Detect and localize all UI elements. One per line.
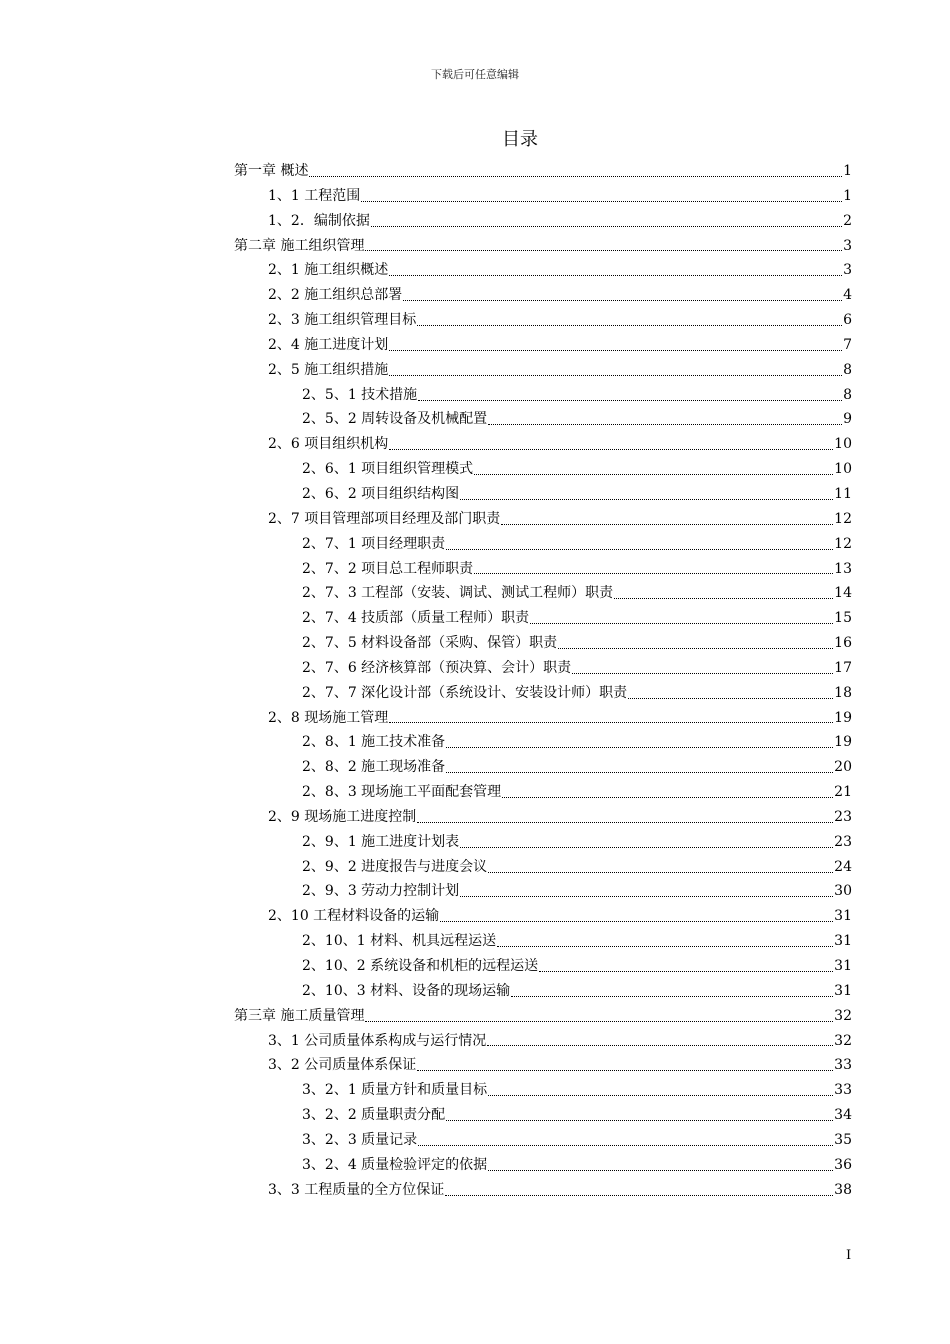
toc-entry-label: 3、1 公司质量体系构成与运行情况 — [268, 1032, 487, 1049]
toc-entry-page: 9 — [843, 411, 852, 428]
toc-entry[interactable] — [234, 1004, 852, 1029]
toc-entry-label: 3、2 公司质量体系保证 — [268, 1057, 417, 1074]
toc-entry-page: 10 — [834, 436, 852, 453]
dot-leader — [572, 665, 833, 674]
dot-leader — [474, 565, 833, 574]
toc-entry-label: 2、9、2 进度报告与进度会议 — [302, 858, 488, 875]
dot-leader — [539, 963, 833, 972]
toc-entry-page: 8 — [843, 386, 852, 403]
toc-entry-label: 2、7、3 工程部（安装、调试、测试工程师）职责 — [302, 585, 614, 602]
toc-entry[interactable] — [234, 656, 852, 681]
toc-entry-label: 2、8 现场施工管理 — [268, 709, 389, 726]
toc-entry-page: 7 — [843, 336, 852, 353]
toc-entry-page: 32 — [834, 1007, 852, 1024]
dot-leader — [614, 590, 833, 599]
dot-leader — [460, 888, 833, 897]
dot-leader — [446, 739, 833, 748]
toc-entry-label: 3、2、2 质量职责分配 — [302, 1107, 446, 1124]
toc-entry-page: 10 — [834, 461, 852, 478]
toc-entry-page: 1 — [843, 163, 852, 179]
toc-entry[interactable] — [234, 532, 852, 557]
toc-entry[interactable] — [234, 780, 852, 805]
toc-entry[interactable] — [234, 308, 852, 333]
toc-entry-page: 6 — [843, 312, 852, 329]
toc-title: 目录 — [502, 129, 538, 150]
dot-leader — [511, 988, 833, 997]
dot-leader — [488, 416, 842, 425]
dot-leader — [365, 1013, 833, 1022]
toc-entry-label: 2、6、1 项目组织管理模式 — [302, 461, 474, 478]
toc-entry-label: 2、9、1 施工进度计划表 — [302, 833, 460, 850]
dot-leader — [488, 1087, 833, 1096]
toc-entry-label: 2、9、3 劳动力控制计划 — [302, 883, 460, 900]
toc-entry-label: 2、8、2 施工现场准备 — [302, 759, 446, 776]
toc-entry-page: 17 — [834, 659, 852, 676]
dot-leader — [440, 913, 833, 922]
toc-entry-page: 1 — [843, 187, 852, 204]
toc-entry-page: 12 — [834, 535, 852, 552]
toc-entry-label: 2、10、3 材料、设备的现场运输 — [302, 982, 511, 999]
toc-entry[interactable] — [234, 482, 852, 507]
table-of-contents — [234, 159, 852, 1202]
toc-entry-label: 3、3 工程质量的全方位保证 — [268, 1181, 445, 1198]
toc-entry-label: 1、1 工程范围 — [268, 187, 361, 204]
toc-entry-page: 21 — [834, 784, 852, 801]
toc-entry-page: 24 — [834, 858, 852, 875]
toc-entry-label: 2、7、4 技质部（质量工程师）职责 — [302, 610, 530, 627]
toc-entry-label: 2、7、5 材料设备部（采购、保管）职责 — [302, 635, 558, 652]
toc-entry-label: 2、5、1 技术措施 — [302, 386, 418, 403]
dot-leader — [488, 864, 833, 873]
toc-entry[interactable] — [234, 184, 852, 209]
toc-entry-label: 第一章 概述 — [234, 163, 309, 179]
dot-leader — [417, 814, 833, 823]
dot-leader — [487, 1037, 833, 1046]
dot-leader — [418, 392, 842, 401]
toc-entry-page: 3 — [843, 262, 852, 279]
toc-entry[interactable] — [234, 954, 852, 979]
toc-entry-label: 3、2、4 质量检验评定的依据 — [302, 1156, 488, 1173]
toc-entry[interactable] — [234, 1128, 852, 1153]
toc-entry[interactable] — [234, 457, 852, 482]
toc-entry-page: 33 — [834, 1057, 852, 1074]
page-header: 下载后可任意编辑 — [431, 68, 519, 81]
toc-entry-label: 2、7、1 项目经理职责 — [302, 535, 446, 552]
dot-leader — [418, 1137, 833, 1146]
dot-leader — [361, 193, 842, 202]
toc-entry[interactable] — [234, 358, 852, 383]
toc-entry[interactable] — [234, 1153, 852, 1178]
toc-entry[interactable] — [234, 209, 852, 234]
toc-entry-page: 31 — [834, 958, 852, 974]
dot-leader — [446, 764, 833, 773]
dot-leader — [417, 317, 842, 326]
dot-leader — [497, 938, 833, 947]
dot-leader — [389, 342, 842, 351]
toc-entry[interactable] — [234, 581, 852, 606]
toc-entry-label: 2、6 项目组织机构 — [268, 436, 389, 453]
dot-leader — [417, 1062, 833, 1071]
toc-entry-label: 2、8、1 施工技术准备 — [302, 734, 446, 751]
toc-entry-page: 38 — [834, 1181, 852, 1198]
toc-entry-label: 2、10、2 系统设备和机柜的远程运送 — [302, 958, 539, 974]
toc-entry-page: 34 — [834, 1107, 852, 1124]
toc-entry[interactable] — [234, 805, 852, 830]
toc-entry-label: 第二章 施工组织管理 — [234, 237, 365, 254]
toc-entry-page: 31 — [834, 982, 852, 999]
dot-leader — [389, 714, 833, 723]
toc-entry-page: 8 — [843, 361, 852, 378]
toc-entry[interactable] — [234, 507, 852, 532]
toc-entry[interactable] — [234, 755, 852, 780]
toc-entry[interactable] — [234, 855, 852, 880]
toc-entry-page: 23 — [834, 808, 852, 825]
toc-entry[interactable] — [234, 879, 852, 904]
toc-entry-page: 13 — [834, 560, 852, 577]
toc-entry-page: 20 — [834, 759, 852, 776]
toc-entry-page: 35 — [834, 1131, 852, 1148]
dot-leader — [460, 839, 833, 848]
dot-leader — [403, 292, 842, 301]
dot-leader — [502, 789, 833, 798]
toc-entry-page: 12 — [834, 510, 852, 527]
toc-entry-label: 第三章 施工质量管理 — [234, 1007, 365, 1024]
toc-entry-page: 11 — [834, 485, 852, 502]
toc-entry-page: 31 — [834, 933, 852, 950]
toc-entry[interactable] — [234, 830, 852, 855]
toc-entry[interactable] — [234, 730, 852, 755]
toc-entry[interactable] — [234, 606, 852, 631]
toc-entry-label: 1、2．编制依据 — [268, 212, 370, 229]
toc-entry[interactable] — [234, 1053, 852, 1078]
toc-entry[interactable] — [234, 407, 852, 432]
toc-entry[interactable] — [234, 1103, 852, 1128]
toc-entry[interactable] — [234, 1078, 852, 1103]
toc-entry-page: 19 — [834, 709, 852, 726]
toc-entry-page: 15 — [834, 610, 852, 627]
toc-entry-label: 2、3 施工组织管理目标 — [268, 312, 417, 329]
toc-entry-label: 2、9 现场施工进度控制 — [268, 808, 417, 825]
toc-entry-page: 2 — [843, 212, 852, 229]
toc-entry-label: 2、10、1 材料、机具远程运送 — [302, 933, 497, 950]
toc-entry[interactable] — [234, 234, 852, 259]
dot-leader — [389, 267, 842, 276]
dot-leader — [365, 242, 842, 251]
toc-entry[interactable] — [234, 159, 852, 184]
toc-entry[interactable] — [234, 929, 852, 954]
dot-leader — [460, 491, 833, 500]
toc-entry-page: 18 — [834, 684, 852, 701]
toc-entry-label: 2、5 施工组织措施 — [268, 361, 389, 378]
toc-entry-page: 19 — [834, 734, 852, 751]
dot-leader — [371, 218, 842, 227]
toc-entry-page: 30 — [834, 883, 852, 900]
dot-leader — [389, 367, 842, 376]
toc-entry[interactable] — [234, 383, 852, 408]
dot-leader — [445, 1187, 833, 1196]
dot-leader — [389, 441, 833, 450]
toc-entry-label: 2、2 施工组织总部署 — [268, 287, 403, 304]
page-number: I — [846, 1248, 852, 1263]
toc-entry[interactable] — [234, 557, 852, 582]
toc-entry-label: 2、8、3 现场施工平面配套管理 — [302, 784, 502, 801]
toc-entry[interactable] — [234, 333, 852, 358]
toc-entry-label: 2、4 施工进度计划 — [268, 336, 389, 353]
toc-entry[interactable] — [234, 432, 852, 457]
toc-entry-label: 3、2、3 质量记录 — [302, 1131, 418, 1148]
toc-entry-page: 23 — [834, 833, 852, 850]
dot-leader — [501, 516, 833, 525]
toc-entry-page: 31 — [834, 908, 852, 925]
toc-entry-label: 2、6、2 项目组织结构图 — [302, 485, 460, 502]
toc-entry-label: 2、5、2 周转设备及机械配置 — [302, 411, 488, 428]
dot-leader — [446, 541, 833, 550]
toc-entry-page: 33 — [834, 1082, 852, 1099]
toc-entry-label: 2、7、2 项目总工程师职责 — [302, 560, 474, 577]
toc-entry-page: 16 — [834, 635, 852, 652]
dot-leader — [530, 615, 833, 624]
dot-leader — [628, 690, 833, 699]
toc-entry[interactable] — [234, 681, 852, 706]
toc-entry-page: 4 — [843, 287, 852, 304]
toc-entry-page: 32 — [834, 1032, 852, 1049]
toc-entry[interactable] — [234, 904, 852, 929]
dot-leader — [488, 1162, 833, 1171]
toc-entry-label: 2、7、6 经济核算部（预决算、会计）职责 — [302, 659, 572, 676]
toc-entry-label: 3、2、1 质量方针和质量目标 — [302, 1082, 488, 1099]
dot-leader — [446, 1112, 833, 1121]
toc-entry-page: 36 — [834, 1156, 852, 1173]
toc-entry[interactable] — [234, 283, 852, 308]
toc-entry-page: 14 — [834, 585, 852, 602]
dot-leader — [558, 640, 833, 649]
toc-entry-page: 3 — [843, 237, 852, 254]
toc-entry-label: 2、10 工程材料设备的运输 — [268, 908, 440, 925]
toc-entry-label: 2、7、7 深化设计部（系统设计、安装设计师）职责 — [302, 684, 628, 701]
toc-entry[interactable] — [234, 258, 852, 283]
toc-entry[interactable] — [234, 979, 852, 1004]
toc-entry[interactable] — [234, 706, 852, 731]
dot-leader — [309, 168, 842, 177]
dot-leader — [474, 466, 833, 475]
toc-entry[interactable] — [234, 1178, 852, 1203]
toc-entry[interactable] — [234, 631, 852, 656]
toc-entry-label: 2、1 施工组织概述 — [268, 262, 389, 279]
toc-entry[interactable] — [234, 1029, 852, 1054]
toc-entry-label: 2、7 项目管理部项目经理及部门职责 — [268, 510, 501, 527]
